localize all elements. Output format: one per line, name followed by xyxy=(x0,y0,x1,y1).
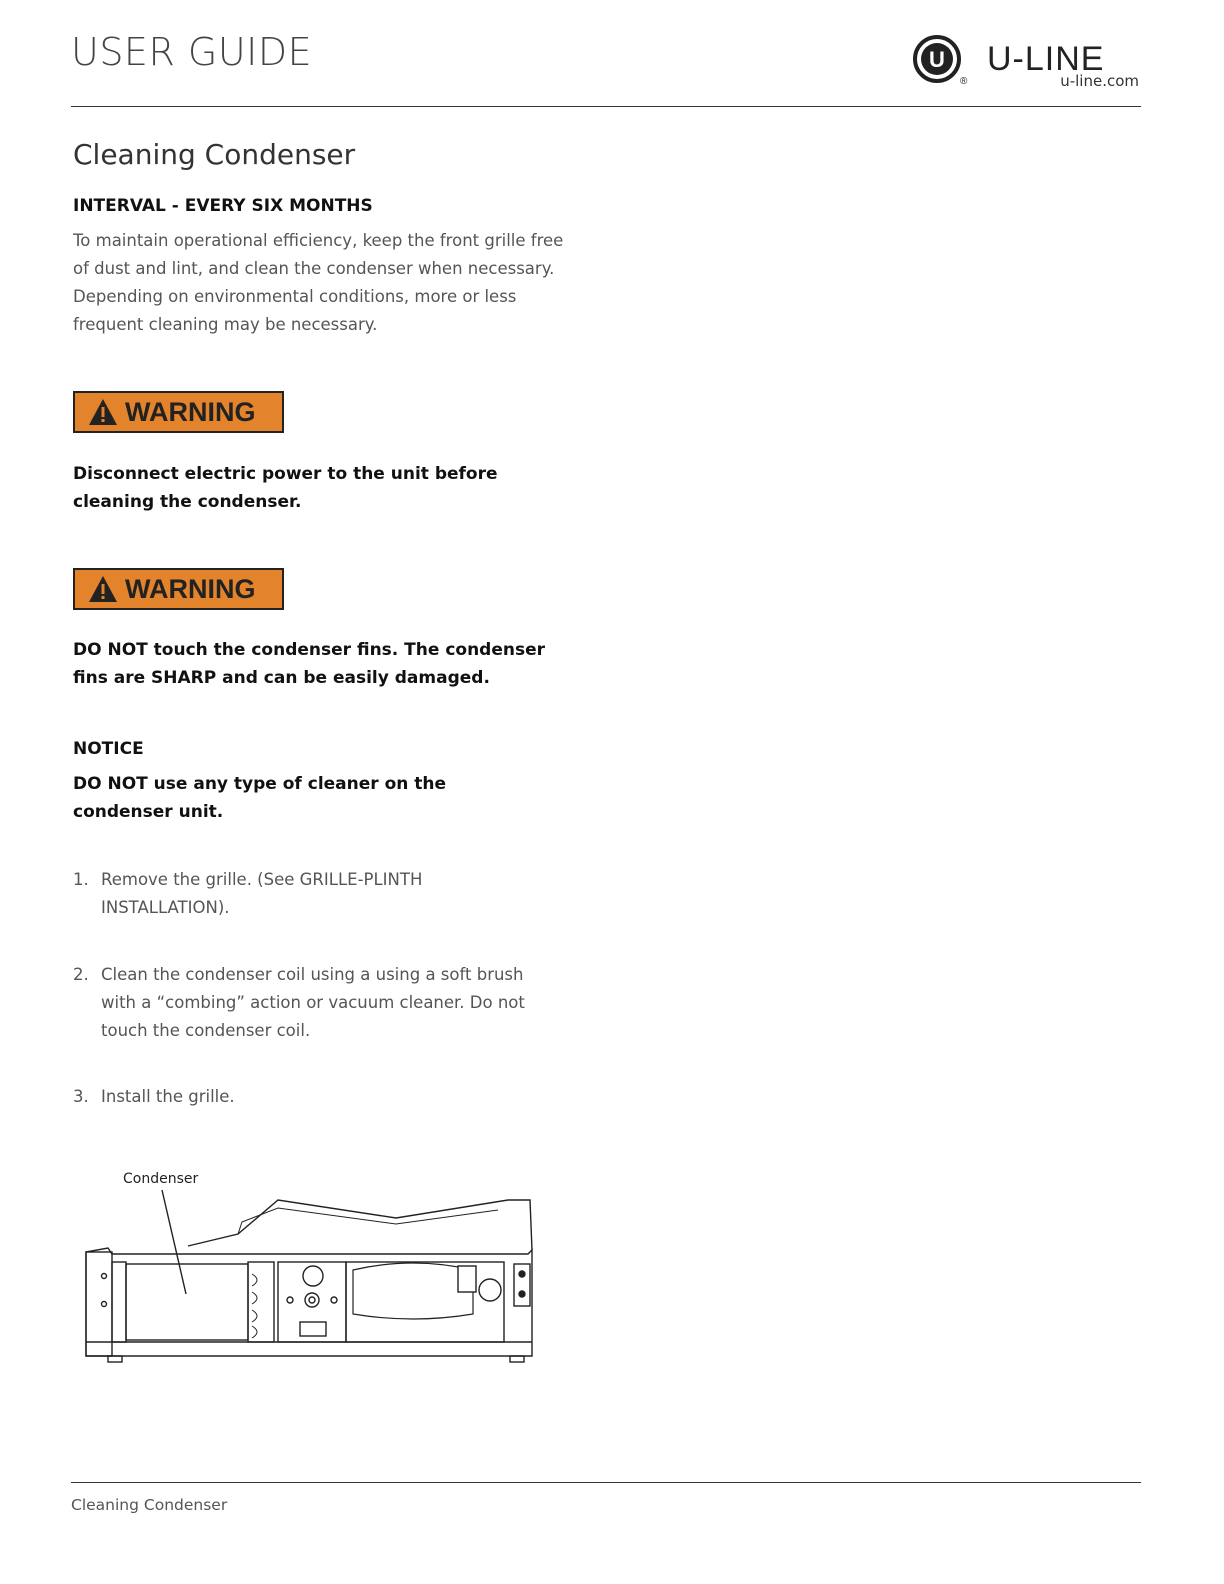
section-title: Cleaning Condenser xyxy=(73,138,356,171)
registered-mark: ® xyxy=(960,76,968,87)
intro-paragraph: To maintain operational efficiency, keep the front grille free of dust and lint, and clean the condenser when necessary. Depending on environmental conditions, more or less frequent cleaning may be necessary. xyxy=(73,231,564,334)
step-number: 1. xyxy=(73,870,89,889)
step-3 xyxy=(73,1083,553,1111)
footer-divider xyxy=(71,1482,1141,1483)
interval-heading: INTERVAL - EVERY SIX MONTHS xyxy=(73,196,373,216)
warning-text-1: Disconnect electric power to the unit before cleaning the condenser. xyxy=(73,464,498,512)
condenser-callout: Condenser xyxy=(123,1171,199,1187)
condenser-diagram xyxy=(78,1166,548,1371)
notice-text: DO NOT use any type of cleaner on the condenser unit. xyxy=(73,774,447,822)
warning-label-text: WARNING xyxy=(125,396,256,427)
footer-section-label: Cleaning Condenser xyxy=(71,1496,228,1514)
compressor xyxy=(353,1263,473,1319)
compressor-bay xyxy=(346,1262,504,1342)
step-number: 3. xyxy=(73,1087,89,1106)
header-divider xyxy=(71,106,1141,107)
brand-url: u-line.com xyxy=(1060,72,1139,90)
callout-leader-line xyxy=(162,1190,186,1294)
unit-top-outline xyxy=(188,1200,532,1250)
warning-label-2 xyxy=(73,568,284,610)
warning-triangle-icon xyxy=(87,574,119,604)
warning-triangle-icon xyxy=(87,397,119,427)
step-text: Remove the grille. (See GRILLE-PLINTH INSTALLATION). xyxy=(101,870,423,917)
condenser-coil xyxy=(126,1264,248,1340)
warning-label-text: WARNING xyxy=(125,573,256,604)
logo-wordmark: U-LINE xyxy=(987,40,1105,78)
warning-label-1 xyxy=(73,391,284,433)
step-text: Clean the condenser coil using a using a soft brush with a “combing” action or vacuum cleaner. Do not touch the condenser coil. xyxy=(101,965,525,1040)
warning-text-2: DO NOT touch the condenser fins. The condenser fins are SHARP and can be easily damaged. xyxy=(73,640,546,688)
notice-heading: NOTICE xyxy=(73,739,144,759)
step-text: Install the grille. xyxy=(101,1087,235,1106)
document-title: USER GUIDE xyxy=(71,30,313,74)
step-2 xyxy=(73,961,553,1045)
logo-mark: U xyxy=(929,47,945,72)
step-1 xyxy=(73,866,553,922)
step-number: 2. xyxy=(73,965,89,984)
